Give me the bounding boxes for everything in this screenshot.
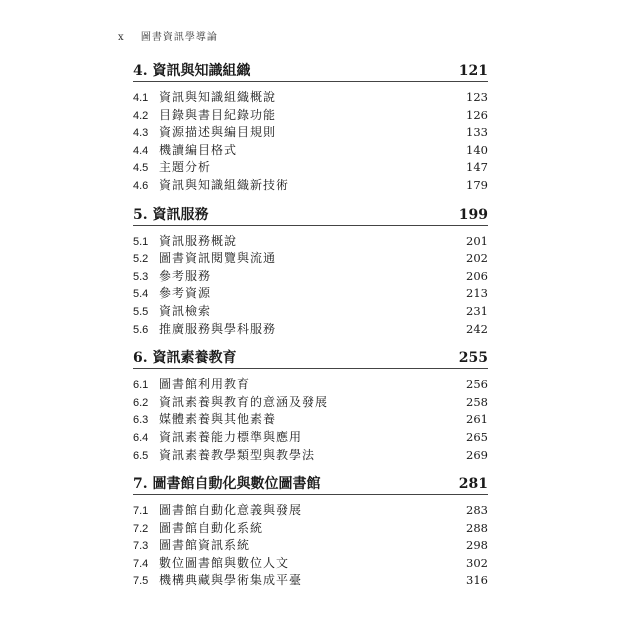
- entry-page: 242: [466, 321, 488, 336]
- entry-title: 機讀編目格式: [159, 142, 238, 157]
- chapter-heading: [133, 58, 488, 82]
- entry-number: 5.5: [133, 305, 149, 318]
- entry-title: 資訊素養教學類型與教學法: [159, 447, 316, 462]
- entry-title: 資訊素養能力標準與應用: [159, 429, 303, 444]
- entry-title: 數位圖書館與數位人文: [159, 555, 290, 570]
- entry-title: 圖書館自動化系統: [159, 520, 264, 535]
- chapter-page: 281: [458, 476, 488, 493]
- entry-title: 資訊與知識組織新技術: [159, 177, 290, 192]
- entry-page: 123: [466, 90, 488, 104]
- entry-page: 140: [466, 142, 488, 157]
- entry-page: 298: [466, 538, 488, 553]
- entry-number: 7.4: [133, 557, 149, 570]
- entry-page: 258: [466, 394, 488, 409]
- entry-number: 7.1: [133, 505, 149, 518]
- entry-page: 133: [466, 125, 488, 140]
- entry-page: 288: [466, 520, 488, 535]
- entry-title: 圖書資訊閱覽與流通: [159, 251, 277, 266]
- entry-page: 302: [466, 555, 488, 570]
- toc-entry: [133, 88, 488, 106]
- toc-entry: [133, 123, 488, 141]
- chapter-5: [133, 202, 488, 346]
- entry-page: 231: [466, 303, 488, 318]
- entry-number: 7.3: [133, 540, 149, 553]
- chapter-title: 5. 資訊服務: [133, 206, 209, 223]
- entry-title: 資訊服務概說: [159, 233, 238, 248]
- toc-entry: [133, 141, 488, 159]
- entry-page: 261: [466, 412, 488, 427]
- entry-page: 202: [466, 251, 488, 266]
- entry-title: 目錄與書目紀錄功能: [159, 107, 277, 122]
- entry-title: 圖書館自動化意義與發展: [159, 503, 303, 518]
- entry-number: 6.3: [133, 414, 149, 427]
- entry-number: 4.6: [133, 179, 149, 192]
- toc-entry: [133, 158, 488, 176]
- entry-title: 參考服務: [159, 268, 212, 283]
- entry-number: 7.5: [133, 575, 149, 588]
- chapter-title: 6. 資訊素養教育: [133, 350, 237, 367]
- toc-entry: [133, 554, 488, 572]
- chapter-page: 199: [458, 206, 488, 223]
- chapter-heading: [133, 202, 488, 226]
- entry-page: 269: [466, 447, 488, 462]
- page-number: x: [118, 32, 125, 43]
- toc-entry: [133, 410, 488, 428]
- entry-number: 5.3: [133, 270, 149, 283]
- entry-page: 283: [466, 503, 488, 518]
- toc-entry: [133, 232, 488, 250]
- chapter-heading: [133, 471, 488, 495]
- entry-page: 147: [466, 160, 488, 175]
- entry-page: 201: [466, 233, 488, 248]
- entry-title: 參考資源: [159, 286, 212, 301]
- entry-title: 機構典藏與學術集成平臺: [159, 573, 303, 588]
- toc-entry: [133, 446, 488, 464]
- entry-title: 資訊素養與教育的意涵及發展: [159, 394, 329, 409]
- entry-number: 5.1: [133, 235, 149, 248]
- toc-entry: [133, 320, 488, 338]
- chapter-page: 255: [458, 350, 488, 367]
- toc-entry: [133, 106, 488, 124]
- entry-title: 媒體素養與其他素養: [159, 412, 277, 427]
- entry-page: 316: [466, 573, 488, 588]
- entry-page: 213: [466, 286, 488, 301]
- toc-entry: [133, 267, 488, 285]
- entry-number: 4.5: [133, 162, 149, 175]
- entry-title: 主題分析: [159, 160, 212, 175]
- entry-title: 資源描述與編目規則: [159, 125, 277, 140]
- entry-number: 4.2: [133, 109, 149, 122]
- toc-entry: [133, 519, 488, 537]
- chapter-7: [133, 471, 488, 597]
- entry-number: 7.2: [133, 522, 149, 535]
- entry-title: 圖書館利用教育: [159, 377, 251, 392]
- entry-title: 資訊與知識組織概說: [159, 90, 277, 104]
- toc-entry: [133, 284, 488, 302]
- toc-entry: [133, 176, 488, 194]
- toc-entry: [133, 393, 488, 411]
- entry-page: 126: [466, 107, 488, 122]
- chapter-title: 4. 資訊與知識組織: [133, 63, 251, 79]
- chapter-title: 7. 圖書館自動化與數位圖書館: [133, 476, 321, 493]
- entry-page: 265: [466, 429, 488, 444]
- toc-entry: [133, 571, 488, 589]
- chapter-heading: [133, 345, 488, 369]
- entry-page: 256: [466, 377, 488, 392]
- chapter-page: 121: [458, 63, 488, 79]
- entry-number: 5.6: [133, 323, 149, 336]
- toc-entry: [133, 302, 488, 320]
- entry-number: 5.4: [133, 288, 149, 301]
- entry-page: 179: [466, 177, 488, 192]
- toc-entry: [133, 536, 488, 554]
- page-header: [118, 28, 218, 43]
- chapter-4: [133, 58, 488, 202]
- entry-number: 4.3: [133, 127, 149, 140]
- table-of-contents: [133, 58, 488, 597]
- chapter-6: [133, 345, 488, 471]
- entry-title: 圖書館資訊系統: [159, 538, 251, 553]
- entry-number: 5.2: [133, 253, 149, 266]
- toc-entry: [133, 501, 488, 519]
- entry-page: 206: [466, 268, 488, 283]
- entry-number: 6.4: [133, 431, 149, 444]
- entry-title: 資訊檢索: [159, 303, 212, 318]
- toc-entry: [133, 428, 488, 446]
- entry-number: 4.1: [133, 92, 149, 104]
- toc-entry: [133, 375, 488, 393]
- entry-number: 6.1: [133, 379, 149, 392]
- entry-title: 推廣服務與學科服務: [159, 321, 277, 336]
- toc-entry: [133, 249, 488, 267]
- entry-number: 4.4: [133, 144, 149, 157]
- entry-number: 6.2: [133, 396, 149, 409]
- entry-number: 6.5: [133, 449, 149, 462]
- running-title: 圖書資訊學導論: [140, 32, 218, 43]
